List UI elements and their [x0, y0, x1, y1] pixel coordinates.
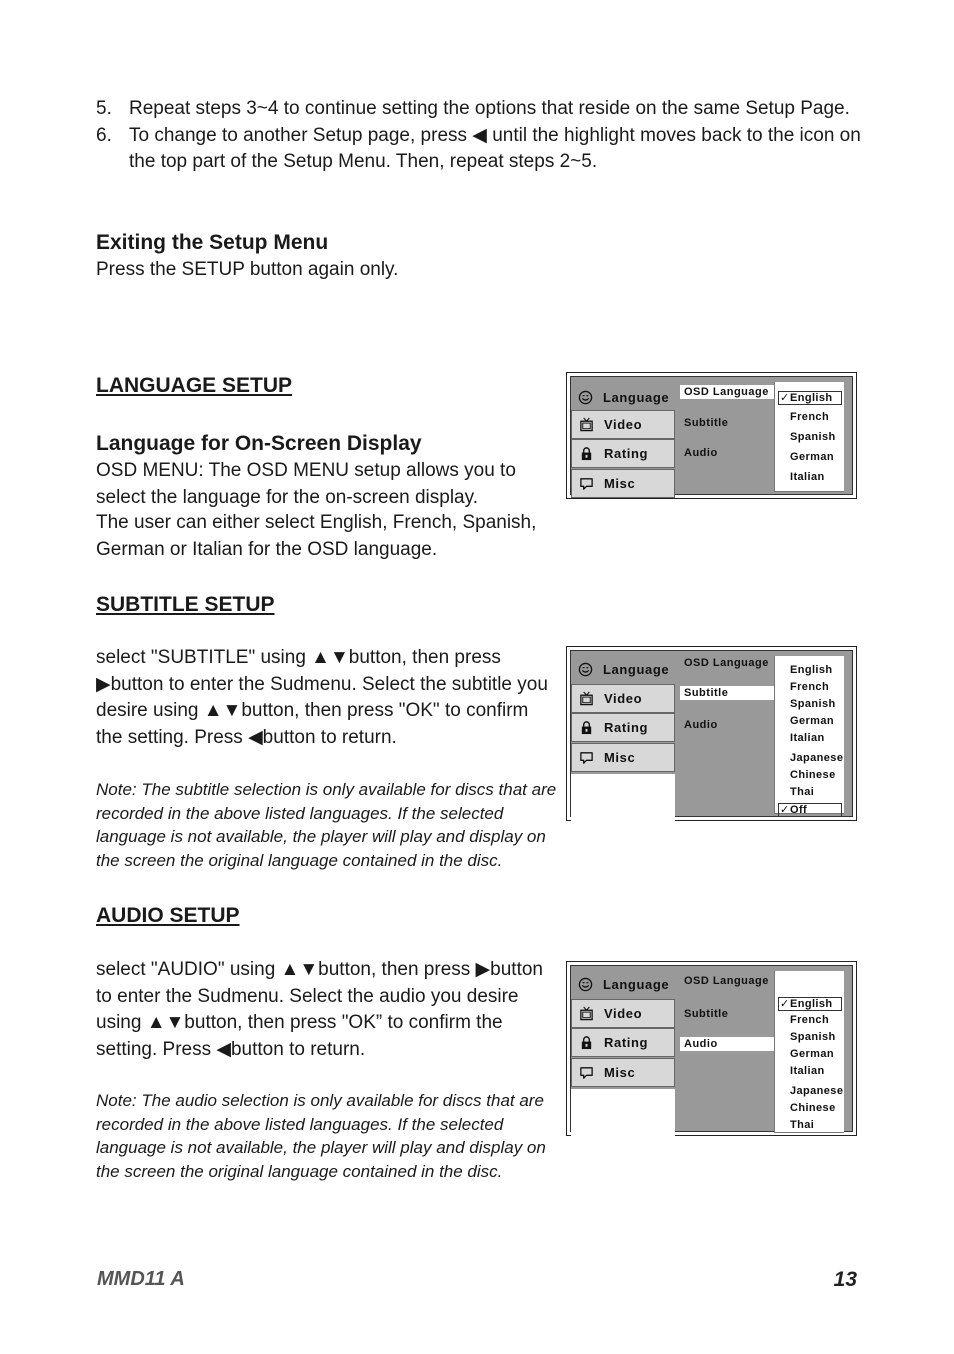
check-icon: ✓: [780, 804, 790, 816]
osd-option-label: Chinese: [790, 769, 836, 781]
speech-bubble-icon: [578, 476, 594, 492]
osd-option-thai[interactable]: [775, 1119, 844, 1131]
model-name: MMD11 A: [97, 1268, 185, 1290]
osd-category-label: Language: [603, 977, 670, 992]
osd-option-label: Thai: [790, 1119, 815, 1131]
check-icon: ✓: [780, 998, 790, 1010]
osd-category-video[interactable]: [571, 410, 675, 439]
osd-submenu-osd-language[interactable]: OSD Language: [684, 657, 769, 669]
osd-option-german[interactable]: [775, 451, 844, 463]
osd-category-rating[interactable]: [571, 439, 675, 468]
osd-option-label: French: [790, 681, 830, 693]
osd-option-label: English: [790, 664, 833, 676]
osd-option-label: Japanese: [790, 752, 844, 764]
face-icon: [577, 662, 593, 678]
audio-instructions: select "AUDIO" using ▲▼button, then press ▶button to enter the Sudmenu. Select the audio you desire using ▲▼button, then press "OK” to confirm the setting. Press ◀button to return.: [96, 959, 543, 1060]
osd-option-japanese[interactable]: [775, 752, 844, 764]
osd-option-label: German: [790, 1048, 834, 1060]
exit-text: Press the SETUP button again only.: [96, 259, 399, 280]
osd-left-blank-area: [571, 774, 675, 822]
osd-menu-audio-screenshot: [566, 961, 857, 1136]
osd-category-label: Language: [603, 662, 670, 677]
audio-setup-heading: AUDIO SETUP: [96, 904, 240, 927]
osd-option-japanese[interactable]: [775, 1085, 844, 1097]
osd-category-label: Misc: [604, 476, 636, 491]
osd-option-french[interactable]: [775, 681, 844, 693]
steps-list: [96, 96, 866, 176]
osd-option-chinese[interactable]: [775, 1102, 844, 1114]
osd-option-thai[interactable]: [775, 786, 844, 798]
osd-category-rating[interactable]: [571, 713, 675, 742]
lock-icon: [578, 446, 594, 462]
osd-left-blank-area: [571, 1089, 675, 1137]
osd-category-label: Language: [603, 390, 670, 405]
lock-icon: [578, 1035, 594, 1051]
osd-option-german[interactable]: [775, 715, 844, 727]
osd-options-list: [774, 382, 844, 492]
osd-category-label: Rating: [604, 1035, 649, 1050]
osd-options-list: [774, 656, 844, 814]
osd-option-english[interactable]: [775, 664, 844, 676]
osd-option-french[interactable]: [775, 411, 844, 423]
osd-option-label: Off: [790, 804, 808, 816]
osd-option-label: French: [790, 411, 830, 423]
face-icon: [577, 977, 593, 993]
step-6: [96, 123, 866, 176]
osd-category-misc[interactable]: [571, 469, 675, 498]
osd-menu-description: OSD MENU: The OSD MENU setup allows you to select the language for the on-screen display.: [96, 460, 516, 508]
step-number: 6.: [96, 124, 112, 146]
tv-icon: [578, 691, 594, 707]
osd-category-language[interactable]: [571, 383, 675, 412]
osd-category-video[interactable]: [571, 684, 675, 713]
osd-option-italian[interactable]: [775, 471, 844, 483]
speech-bubble-icon: [578, 1065, 594, 1081]
osd-option-french[interactable]: [775, 1014, 844, 1026]
speech-bubble-icon: [578, 750, 594, 766]
osd-menu-subtitle-screenshot: [566, 646, 857, 821]
osd-option-italian[interactable]: [775, 1065, 844, 1077]
osd-submenu-subtitle[interactable]: Subtitle: [684, 1008, 729, 1020]
osd-category-misc[interactable]: [571, 743, 675, 772]
osd-category-label: Rating: [604, 446, 649, 461]
osd-submenu-osd-language[interactable]: OSD Language: [684, 975, 769, 987]
osd-submenu-subtitle[interactable]: Subtitle: [684, 417, 729, 429]
osd-category-label: Misc: [604, 1065, 636, 1080]
osd-category-label: Rating: [604, 720, 649, 735]
osd-option-label: English: [790, 998, 833, 1010]
subtitle-instructions: select "SUBTITLE" using ▲▼button, then press ▶button to enter the Sudmenu. Select the subtitle you desire using ▲▼button, then press "OK" to confirm the setting. Press ◀button to return.: [96, 647, 548, 748]
osd-options-list: [774, 971, 844, 1133]
osd-option-label: Spanish: [790, 431, 836, 443]
osd-category-rating[interactable]: [571, 1028, 675, 1057]
osd-option-spanish[interactable]: [775, 1031, 844, 1043]
osd-option-spanish[interactable]: [775, 698, 844, 710]
lock-icon: [578, 720, 594, 736]
osd-option-label: Thai: [790, 786, 815, 798]
osd-option-label: German: [790, 451, 834, 463]
osd-option-label: Italian: [790, 471, 825, 483]
exit-heading: Exiting the Setup Menu: [96, 231, 329, 254]
tv-icon: [578, 1006, 594, 1022]
osd-category-label: Video: [604, 1006, 643, 1021]
osd-category-language[interactable]: [571, 655, 675, 684]
osd-screen: [570, 376, 853, 495]
osd-option-off[interactable]: [778, 803, 842, 817]
osd-category-label: Misc: [604, 750, 636, 765]
osd-option-german[interactable]: [775, 1048, 844, 1060]
osd-option-label: French: [790, 1014, 830, 1026]
osd-category-misc[interactable]: [571, 1058, 675, 1087]
check-icon: ✓: [780, 392, 790, 404]
osd-category-video[interactable]: [571, 999, 675, 1028]
osd-option-label: Italian: [790, 732, 825, 744]
osd-option-spanish[interactable]: [775, 431, 844, 443]
osd-category-label: Video: [604, 417, 643, 432]
osd-option-label: German: [790, 715, 834, 727]
osd-language-subheading: Language for On-Screen Display: [96, 432, 422, 455]
language-setup-heading: LANGUAGE SETUP: [96, 374, 293, 397]
osd-option-italian[interactable]: [775, 732, 844, 744]
osd-option-label: Japanese: [790, 1085, 844, 1097]
tv-icon: [578, 417, 594, 433]
osd-option-label: Italian: [790, 1065, 825, 1077]
step-number: 5.: [96, 98, 112, 119]
osd-submenu-audio[interactable]: Audio: [684, 447, 718, 459]
subtitle-setup-heading: SUBTITLE SETUP: [96, 593, 275, 616]
osd-option-label: Spanish: [790, 698, 836, 710]
osd-submenu-osd-language[interactable]: OSD Language: [680, 385, 776, 399]
osd-option-english[interactable]: [778, 391, 842, 405]
osd-category-language[interactable]: [571, 970, 675, 999]
face-icon: [577, 390, 593, 406]
osd-submenu-subtitle[interactable]: Subtitle: [680, 686, 776, 700]
osd-submenu-audio[interactable]: Audio: [680, 1037, 776, 1051]
page-number: 13: [833, 1268, 857, 1291]
step-text: Repeat steps 3~4 to continue setting the options that reside on the same Setup Page.: [129, 98, 850, 119]
step-text: To change to another Setup page, press ◀ until the highlight moves back to the icon on the top part of the Setup Menu. Then, repeat steps 2~5.: [129, 124, 861, 172]
osd-category-label: Video: [604, 691, 643, 706]
osd-menu-language-screenshot: [566, 372, 857, 499]
osd-language-options-text: The user can either select English, French, Spanish, German or Italian for the OSD language.: [96, 512, 537, 560]
osd-screen: [570, 965, 853, 1132]
step-5: [96, 96, 866, 123]
osd-option-label: English: [790, 392, 833, 404]
osd-option-label: Chinese: [790, 1102, 836, 1114]
subtitle-note: Note: The subtitle selection is only available for discs that are recorded in the above listed languages. If the selected language is not available, the player will play and display on the screen the original language contained in the disc.: [96, 780, 557, 870]
osd-option-chinese[interactable]: [775, 769, 844, 781]
osd-option-label: Spanish: [790, 1031, 836, 1043]
osd-option-english[interactable]: [778, 997, 842, 1011]
audio-note: Note: The audio selection is only available for discs that are recorded in the above listed languages. If the selected language is not available, the player will play and display on the screen the original language contained in the disc.: [96, 1091, 546, 1181]
osd-screen: [570, 650, 853, 817]
osd-submenu-audio[interactable]: Audio: [684, 719, 718, 731]
